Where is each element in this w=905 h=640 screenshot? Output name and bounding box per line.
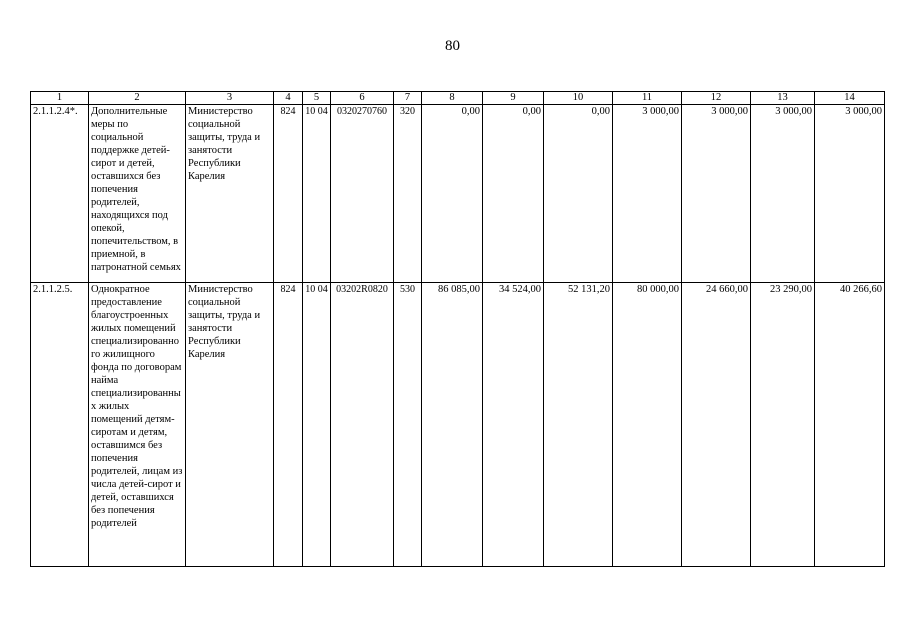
- page-number: 80: [445, 38, 460, 54]
- column-header: 14: [815, 92, 885, 105]
- row-value-14: 3 000,00: [815, 105, 885, 283]
- column-header: 6: [331, 92, 394, 105]
- column-header: 1: [31, 92, 89, 105]
- row-name: Дополнительные меры по социальной поддержке детей-сирот и детей, оставшихся без попечения родителей, находящихся под опекой, попечительством, в приемной, в патронатной семьях: [89, 105, 186, 283]
- row-csr: 0320270760: [331, 105, 394, 283]
- row-grbs: 824: [274, 283, 303, 567]
- row-grbs: 824: [274, 105, 303, 283]
- header-row: [31, 92, 885, 105]
- row-id: 2.1.1.2.4*.: [31, 105, 89, 283]
- row-value-12: 3 000,00: [682, 105, 751, 283]
- row-value-8: 0,00: [422, 105, 483, 283]
- column-header: 11: [613, 92, 682, 105]
- column-header: 10: [544, 92, 613, 105]
- column-header: 5: [303, 92, 331, 105]
- column-header: 13: [751, 92, 815, 105]
- row-executor: Министерство социальной защиты, труда и занятости Республики Карелия: [186, 105, 274, 283]
- table-row: [31, 105, 885, 283]
- row-value-14: 40 266,60: [815, 283, 885, 567]
- row-name: Однократное предоставление благоустроенных жилых помещений специализированного жилищного фонда по договорам найма специализированных жилых помещений детям-сиротам и детям, оставшимся без попечения родителей, лицам из числа детей-сирот и детей, оставшихся без попечения родителей: [89, 283, 186, 567]
- row-vr: 320: [394, 105, 422, 283]
- column-header: 8: [422, 92, 483, 105]
- row-executor: Министерство социальной защиты, труда и занятости Республики Карелия: [186, 283, 274, 567]
- table-row: [31, 283, 885, 567]
- row-vr: 530: [394, 283, 422, 567]
- row-value-9: 34 524,00: [483, 283, 544, 567]
- budget-table: [30, 91, 885, 567]
- column-header: 4: [274, 92, 303, 105]
- row-id: 2.1.1.2.5.: [31, 283, 89, 567]
- column-header: 9: [483, 92, 544, 105]
- column-header: 7: [394, 92, 422, 105]
- row-value-8: 86 085,00: [422, 283, 483, 567]
- column-header: 3: [186, 92, 274, 105]
- row-value-13: 3 000,00: [751, 105, 815, 283]
- row-rzpr: 10 04: [303, 283, 331, 567]
- row-value-11: 3 000,00: [613, 105, 682, 283]
- column-header: 2: [89, 92, 186, 105]
- row-value-10: 0,00: [544, 105, 613, 283]
- row-value-9: 0,00: [483, 105, 544, 283]
- row-value-13: 23 290,00: [751, 283, 815, 567]
- column-header: 12: [682, 92, 751, 105]
- row-csr: 03202R0820: [331, 283, 394, 567]
- row-value-12: 24 660,00: [682, 283, 751, 567]
- row-rzpr: 10 04: [303, 105, 331, 283]
- row-value-10: 52 131,20: [544, 283, 613, 567]
- row-value-11: 80 000,00: [613, 283, 682, 567]
